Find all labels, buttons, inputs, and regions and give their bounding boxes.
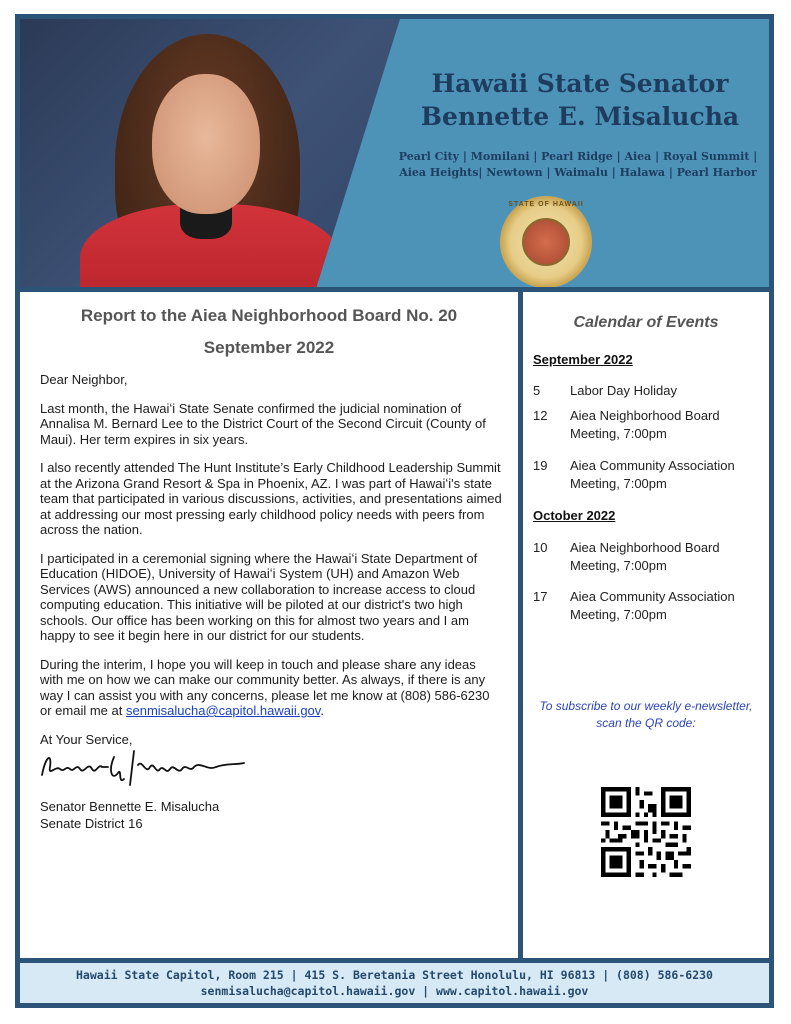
qr-code-icon[interactable] [601, 787, 691, 877]
calendar-title: Calendar of Events [573, 314, 719, 331]
report-panel [20, 292, 518, 958]
report-date: September 2022 [203, 338, 335, 357]
month-heading-october: October 2022 [533, 508, 616, 523]
calendar-panel: Calendar of Events September 2022 5 Labor Day Holiday 12 Aiea Neighborhood Board Meeting, 7:00pm 19 Aiea Community Association Meeting, 7:00pm October 2022 10 Aiea Neighborhood Board Meeting, 7:00pm 17 Aiea Community Association Meeting, 7:00pm To subscribe to our weekly e-newsletter, scan the QR code: [523, 292, 769, 958]
paragraph-judicial: Last month, the Hawaiʻi State Senate confirmed the judicial nomination of Annalisa M. Bernard Lee to the District Court of the Second Circuit (County of Maui). Her term expires in six years. [40, 400, 486, 447]
paragraph-signing: I participated in a ceremonial signing where the Hawaiʻi State Department of Education (HIDOE), University of Hawaiʻi System (UH) and Amazon Web Services (AWS) announced a new collaboration to increase access to cloud computing education. This initiative will be piloted at our district's two high schools. Our office has been working on this for almost two years and I am happy to see it begin here in our district for our students. [40, 550, 478, 643]
signature-icon [38, 745, 248, 787]
header-banner [20, 19, 769, 287]
paragraph-summit: I also recently attended The Hunt Institute’s Early Childhood Leadership Summit at the Arizona Grand Resort & Spa in Phoenix, AZ. I was part of Hawaiʻi's state team that participated in various discussions, activities, and presentations aimed at addressing our most pressing early childhood policy needs with peers from across the nation. [40, 460, 502, 537]
paragraph-interim: During the interim, I hope you will keep in touch and please share any ideas with me on how we can make our community better. As always, if there is any way I can assist you with any concerns, please let me know at (808) 586-6230 or email me at senmisalucha@capitol.hawaii.gov. [40, 656, 490, 718]
footer-contact: Hawaii State Capitol, Room 215 | 415 S. Beretania Street Honolulu, HI 96813 | (808) 586-6230 senmisalucha@capitol.hawaii.gov | www.capitol.hawaii.gov [20, 963, 769, 1003]
report-title: Report to the Aiea Neighborhood Board No. 20 [80, 306, 458, 325]
email-link[interactable]: senmisalucha@capitol.hawaii.gov [125, 703, 321, 718]
closing: At Your Service, [40, 731, 133, 747]
salutation: Dear Neighbor, [40, 372, 128, 387]
report-body [40, 372, 502, 760]
senator-title: Hawaii State Senator Bennette E. Misalucha [420, 69, 740, 131]
state-seal-icon: STATE OF HAWAII [500, 196, 592, 287]
district-list: Pearl City | Momilani | Pearl Ridge | Aiea | Royal Summit | Aiea Heights| Newtown | Waimalu | Halawa | Pearl Harbor [398, 150, 758, 179]
month-heading-september: September 2022 [533, 352, 633, 367]
subscribe-note: To subscribe to our weekly e-newsletter, scan the QR code: [539, 699, 753, 730]
senator-photo [20, 19, 400, 287]
signature-block: Senator Bennette E. Misalucha Senate District 16 [40, 799, 220, 831]
